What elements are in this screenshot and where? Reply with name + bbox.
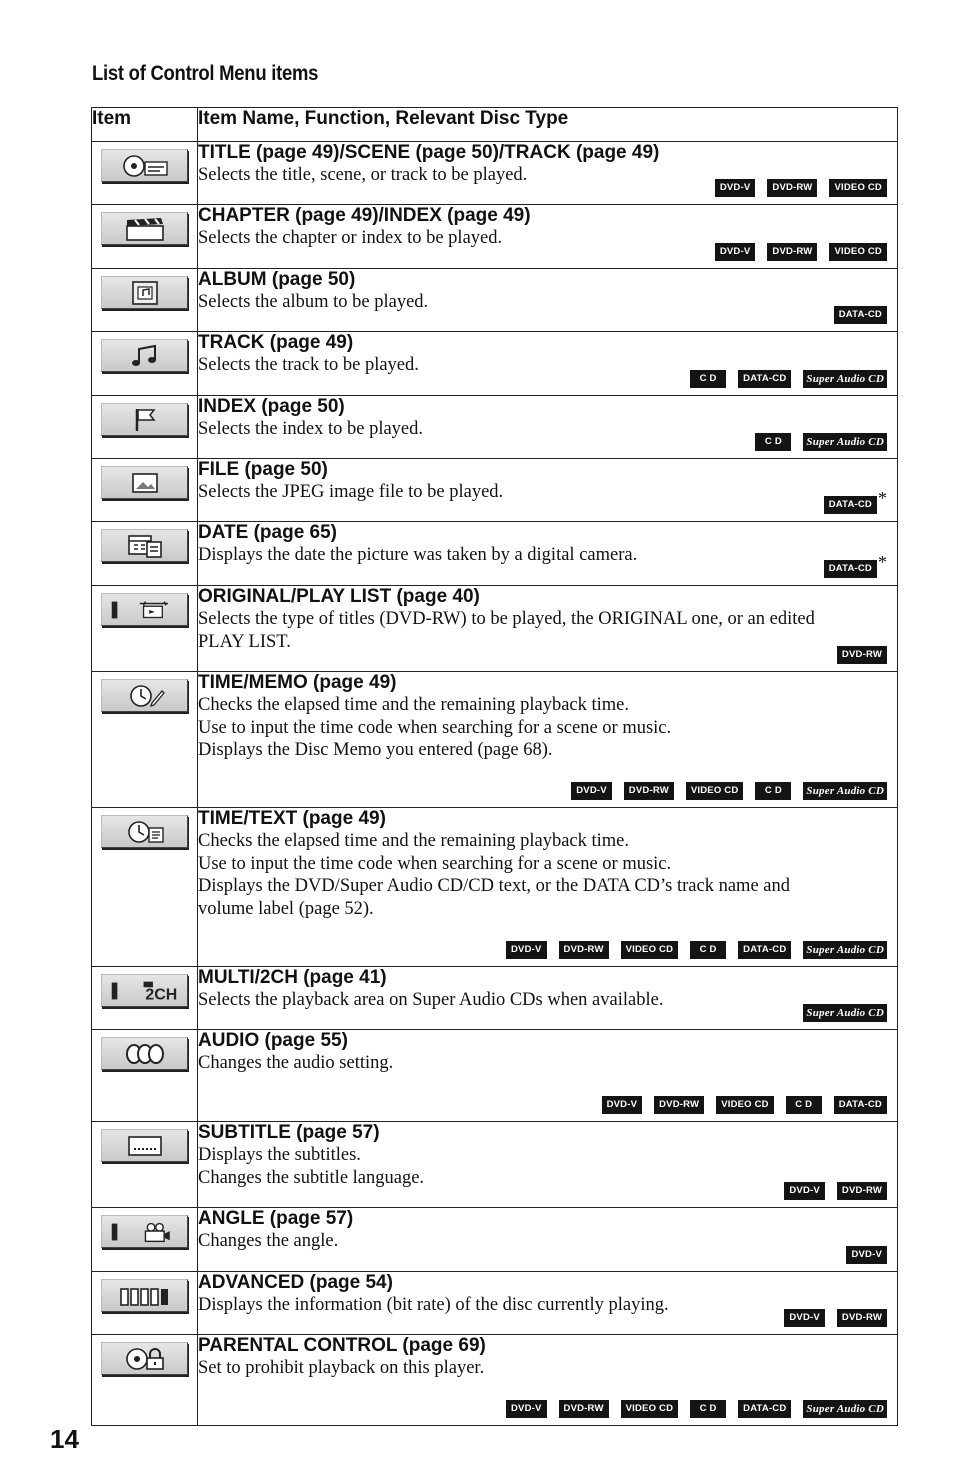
description-cell (198, 1335, 898, 1426)
disc-badge-dvd-v: DVD-V (715, 243, 756, 261)
item-cell (92, 967, 198, 1030)
description-cell (198, 522, 898, 586)
table-row (92, 459, 898, 522)
disc-badge-dvd-rw: DVD-RW (559, 941, 609, 959)
item-name: ORIGINAL/PLAY LIST (page 40) (198, 586, 480, 607)
item-function-text: Selects the chapter or index to be played. (198, 228, 503, 248)
disc-badge-dvd-v: DVD-V (602, 1096, 643, 1114)
item-cell (92, 459, 198, 522)
table-row (92, 1122, 898, 1208)
table-row (92, 808, 898, 967)
table-row (92, 1335, 898, 1426)
disc-type-badges (571, 782, 887, 800)
flag-icon (101, 403, 188, 436)
disc-badge-video-cd: VIDEO CD (716, 1096, 774, 1114)
item-name: SUBTITLE (page 57) (198, 1122, 380, 1143)
subtitle-icon (101, 1129, 188, 1162)
item-function-text: Selects the title, scene, or track to be played. (198, 165, 528, 185)
table-row (92, 1208, 898, 1272)
item-function-text: Changes the subtitle language. (198, 1167, 425, 1188)
item-function-text: Changes the audio setting. (198, 1053, 394, 1073)
item-function-text: Selects the index to be played. (198, 419, 424, 439)
disc-badge-data-cd: DATA-CD (824, 560, 877, 578)
disc-badge-dvd-v: DVD-V (715, 179, 756, 197)
control-menu-table (91, 107, 898, 1426)
disc-badge-video-cd: VIDEO CD (829, 243, 887, 261)
disc-badge-dvd-rw: DVD-RW (837, 646, 887, 664)
disc-badge-super-audio-cd: Super Audio CD (803, 1400, 887, 1418)
disc-badge-data-cd: DATA-CD (824, 496, 877, 514)
item-cell (92, 1272, 198, 1335)
disc-badge-dvd-v: DVD-V (784, 1309, 825, 1327)
disc-badge-dvd-v: DVD-V (571, 782, 612, 800)
disc-badge-super-audio-cd: Super Audio CD (803, 941, 887, 959)
item-function-text: Use to input the time code when searching for a scene or music. (198, 717, 672, 738)
description-cell (198, 672, 898, 808)
disc-badge-c-d: C D (690, 1400, 726, 1418)
disc-badge-dvd-v: DVD-V (784, 1182, 825, 1200)
disc-badge-c-d: C D (690, 941, 726, 959)
item-function-text: Displays the subtitles. (198, 1145, 361, 1165)
item-cell (92, 1335, 198, 1426)
clapperboard-icon (101, 212, 188, 245)
disc-badge-dvd-rw: DVD-RW (837, 1182, 887, 1200)
table-row (92, 332, 898, 396)
item-cell (92, 1208, 198, 1272)
disc-badge-data-cd: DATA-CD (738, 941, 791, 959)
item-cell (92, 1030, 198, 1122)
multi-2ch-icon (101, 974, 188, 1007)
description-cell (198, 269, 898, 332)
item-function-text: Displays the date the picture was taken by a digital camera. (198, 545, 638, 565)
svg-text:2CH: 2CH (145, 985, 178, 1003)
description-cell (198, 586, 898, 672)
item-name: TITLE (page 49)/SCENE (page 50)/TRACK (page 49) (198, 142, 660, 163)
header-name: Item Name, Function, Relevant Disc Type (198, 108, 898, 142)
disc-type-badges (755, 433, 887, 451)
item-name: DATE (page 65) (198, 522, 338, 543)
disc-badge-dvd-rw: DVD-RW (837, 1309, 887, 1327)
image-file-icon (101, 466, 188, 499)
disc-type-badges (715, 179, 887, 197)
table-row (92, 269, 898, 332)
table-row (92, 672, 898, 808)
disc-badge-dvd-rw: DVD-RW (624, 782, 674, 800)
table-header-row (92, 108, 898, 142)
item-name: INDEX (page 50) (198, 396, 345, 417)
item-cell (92, 808, 198, 967)
disc-badge-data-cd: DATA-CD (738, 1400, 791, 1418)
table-row (92, 1030, 898, 1122)
description-cell (198, 1030, 898, 1122)
play-list-icon (101, 593, 188, 626)
item-function-text: Displays the Disc Memo you entered (page 68). (198, 740, 553, 760)
item-function-text: Set to prohibit playback on this player. (198, 1358, 485, 1378)
table-row (92, 586, 898, 672)
item-cell (92, 586, 198, 672)
calendar-icon (101, 529, 188, 562)
disc-badge-dvd-rw: DVD-RW (767, 179, 817, 197)
item-name: TIME/TEXT (page 49) (198, 808, 386, 829)
disc-badge-super-audio-cd: Super Audio CD (803, 433, 887, 451)
item-cell (92, 142, 198, 205)
item-name: FILE (page 50) (198, 459, 328, 480)
item-cell (92, 522, 198, 586)
description-cell (198, 332, 898, 396)
disc-badge-video-cd: VIDEO CD (829, 179, 887, 197)
table-row (92, 967, 898, 1030)
disc-badge-super-audio-cd: Super Audio CD (803, 1004, 887, 1022)
disc-badge-dvd-rw: DVD-RW (559, 1400, 609, 1418)
disc-badge-dvd-v: DVD-V (506, 1400, 547, 1418)
item-function-text: Selects the JPEG image file to be played. (198, 482, 504, 502)
item-cell (92, 205, 198, 269)
item-function-text: Use to input the time code when searching for a scene or music. (198, 853, 672, 874)
description-cell (198, 396, 898, 459)
page-title: List of Control Menu items (92, 62, 319, 85)
footnote-asterisk: * (878, 488, 887, 508)
item-name: TIME/MEMO (page 49) (198, 672, 397, 693)
disc-type-badges (784, 1182, 887, 1200)
disc-type-badges (803, 1004, 887, 1022)
clock-text-icon (101, 815, 188, 848)
item-name: ANGLE (page 57) (198, 1208, 354, 1229)
table-row (92, 396, 898, 459)
item-cell (92, 269, 198, 332)
disc-type-badges (715, 243, 887, 261)
disc-badge-data-cd: DATA-CD (834, 1096, 887, 1114)
disc-badge-c-d: C D (755, 782, 791, 800)
item-function-text: Selects the playback area on Super Audio CDs when available. (198, 990, 664, 1010)
item-function-text: Checks the elapsed time and the remaining playback time. (198, 695, 630, 715)
table-row (92, 205, 898, 269)
disc-badge-video-cd: VIDEO CD (686, 782, 744, 800)
header-item: Item (92, 108, 198, 142)
disc-badge-video-cd: VIDEO CD (621, 941, 679, 959)
disc-type-badges (824, 488, 887, 514)
lock-disc-icon (101, 1342, 188, 1375)
disc-badge-c-d: C D (786, 1096, 822, 1114)
item-name: MULTI/2CH (page 41) (198, 967, 387, 988)
description-cell (198, 1208, 898, 1272)
disc-type-badges (506, 1400, 887, 1418)
table-row (92, 522, 898, 586)
disc-badge-c-d: C D (690, 370, 726, 388)
item-function-text: PLAY LIST. (198, 631, 291, 652)
disc-badge-dvd-rw: DVD-RW (767, 243, 817, 261)
clock-memo-icon (101, 679, 188, 712)
disc-badge-dvd-rw: DVD-RW (654, 1096, 704, 1114)
item-name: AUDIO (page 55) (198, 1030, 348, 1051)
disc-badge-data-cd: DATA-CD (738, 370, 791, 388)
disc-badge-video-cd: VIDEO CD (621, 1400, 679, 1418)
item-function-text: Selects the type of titles (DVD-RW) to be played, the ORIGINAL one, or an edited (198, 609, 815, 629)
item-function-text: Changes the angle. (198, 1231, 339, 1251)
description-cell (198, 205, 898, 269)
disc-badge-dvd-v: DVD-V (506, 941, 547, 959)
camera-angle-icon (101, 1215, 188, 1248)
audio-icon (101, 1037, 188, 1070)
bitrate-icon (101, 1279, 188, 1312)
disc-title-icon (101, 149, 188, 182)
item-cell (92, 396, 198, 459)
item-name: PARENTAL CONTROL (page 69) (198, 1335, 486, 1356)
disc-type-badges (690, 370, 887, 388)
item-function-text: Selects the track to be played. (198, 355, 419, 375)
table-row (92, 1272, 898, 1335)
item-cell (92, 672, 198, 808)
item-function-text: Displays the information (bit rate) of the disc currently playing. (198, 1295, 669, 1315)
item-cell (92, 332, 198, 396)
disc-type-badges (846, 1246, 887, 1264)
table-row (92, 142, 898, 205)
disc-type-badges (506, 941, 887, 959)
description-cell (198, 1272, 898, 1335)
album-icon (101, 276, 188, 309)
disc-badge-dvd-v: DVD-V (846, 1246, 887, 1264)
disc-badge-c-d: C D (755, 433, 791, 451)
item-function-text: Checks the elapsed time and the remaining playback time. (198, 831, 630, 851)
item-name: ADVANCED (page 54) (198, 1272, 393, 1293)
description-cell (198, 1122, 898, 1208)
disc-badge-super-audio-cd: Super Audio CD (803, 370, 887, 388)
item-name: ALBUM (page 50) (198, 269, 356, 290)
item-function-text: volume label (page 52). (198, 898, 374, 919)
item-function-text: Selects the album to be played. (198, 292, 429, 312)
page-number: 14 (50, 1424, 79, 1454)
disc-type-badges (602, 1096, 887, 1114)
item-name: TRACK (page 49) (198, 332, 354, 353)
disc-badge-super-audio-cd: Super Audio CD (803, 782, 887, 800)
disc-type-badges (784, 1309, 887, 1327)
disc-type-badges (834, 306, 887, 324)
item-function-text: Displays the DVD/Super Audio CD/CD text, or the DATA CD’s track name and (198, 876, 790, 896)
disc-type-badges (824, 552, 887, 578)
music-note-icon (101, 339, 188, 372)
disc-type-badges (837, 646, 887, 664)
description-cell (198, 459, 898, 522)
disc-badge-data-cd: DATA-CD (834, 306, 887, 324)
item-cell (92, 1122, 198, 1208)
item-name: CHAPTER (page 49)/INDEX (page 49) (198, 205, 531, 226)
description-cell (198, 967, 898, 1030)
description-cell (198, 142, 898, 205)
description-cell (198, 808, 898, 967)
footnote-asterisk: * (878, 552, 887, 572)
